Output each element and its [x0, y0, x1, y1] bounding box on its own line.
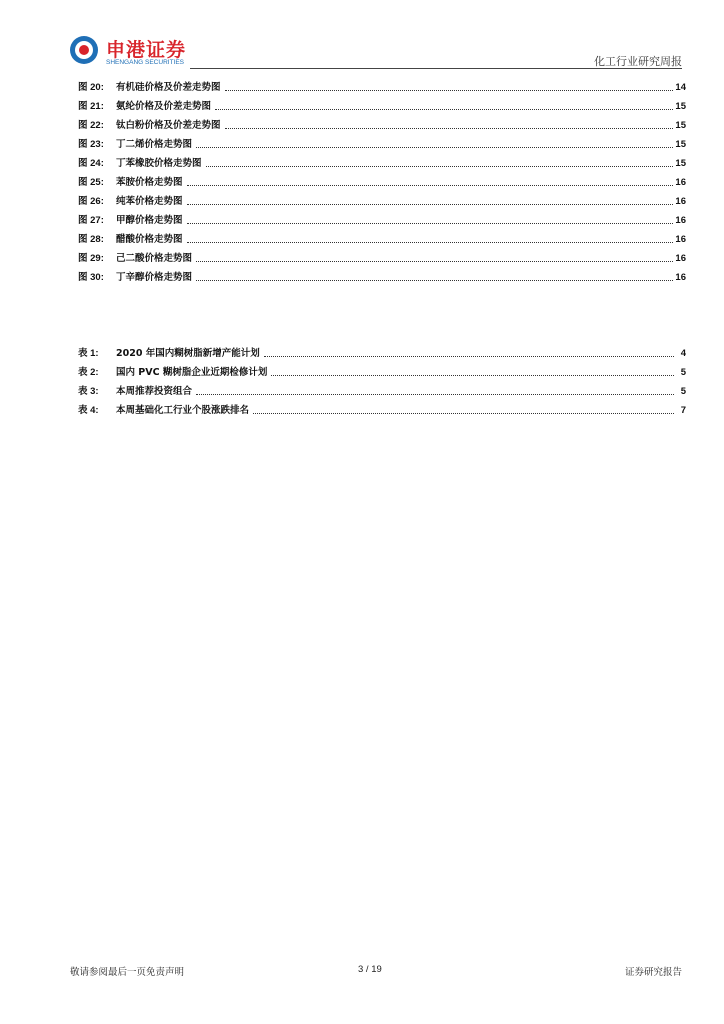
logo-name-cn: 申港证券 [106, 39, 187, 61]
entry-title: 本周基础化工行业个股涨跌排名 [116, 405, 250, 416]
entry-label: 图 21: [78, 101, 104, 112]
dot-leader [196, 394, 674, 395]
entry-label: 表 4: [78, 405, 99, 416]
document-type: 证券研究报告 [624, 967, 682, 978]
dot-leader [264, 356, 674, 357]
entry-page: 16 [675, 177, 686, 188]
toc-entry[interactable] [78, 360, 686, 379]
entry-title: 有机硅价格及价差走势图 [116, 82, 221, 93]
entry-label: 图 29: [78, 253, 104, 264]
entry-page: 7 [680, 405, 686, 416]
dot-leader [215, 109, 673, 110]
toc-entry[interactable] [78, 379, 686, 398]
entry-page: 16 [675, 196, 686, 207]
entry-label: 表 3: [78, 386, 99, 397]
entry-label: 图 20: [78, 82, 104, 93]
entry-title: 钛白粉价格及价差走势图 [116, 120, 221, 131]
entry-title: 2020 年国内糊树脂新增产能计划 [116, 348, 260, 359]
entry-title: 苯胺价格走势图 [116, 177, 183, 188]
toc-entry[interactable] [78, 151, 686, 170]
toc-entry[interactable] [78, 246, 686, 265]
dot-leader [253, 413, 674, 414]
entry-label: 图 23: [78, 139, 104, 150]
toc-entry[interactable] [78, 94, 686, 113]
entry-title: 丁苯橡胶价格走势图 [116, 158, 202, 169]
entry-page: 15 [675, 101, 686, 112]
company-logo [70, 34, 270, 70]
entry-page: 15 [675, 139, 686, 150]
logo-emblem-icon [70, 36, 98, 64]
entry-page: 16 [675, 215, 686, 226]
entry-title: 醋酸价格走势图 [116, 234, 183, 245]
page-footer [70, 964, 682, 978]
dot-leader [196, 261, 673, 262]
dot-leader [225, 128, 674, 129]
entry-title: 本周推荐投资组合 [116, 386, 193, 397]
toc-entry[interactable] [78, 227, 686, 246]
dot-leader [187, 242, 674, 243]
toc-entry[interactable] [78, 170, 686, 189]
entry-page: 16 [675, 253, 686, 264]
dot-leader [187, 223, 674, 224]
toc-entry[interactable] [78, 113, 686, 132]
toc-entry[interactable] [78, 208, 686, 227]
entry-label: 图 25: [78, 177, 104, 188]
entry-page: 5 [680, 386, 686, 397]
entry-title: 己二酸价格走势图 [116, 253, 193, 264]
entry-title: 国内 PVC 糊树脂企业近期检修计划 [116, 367, 268, 378]
report-category: 化工行业研究周报 [594, 55, 682, 68]
page-number: 3 / 19 [358, 964, 382, 975]
logo-name-en: SHENGANG SECURITIES [106, 59, 185, 66]
toc-entry[interactable] [78, 75, 686, 94]
figure-list [78, 75, 686, 284]
dot-leader [187, 185, 674, 186]
entry-label: 图 24: [78, 158, 104, 169]
dot-leader [196, 280, 673, 281]
toc-entry[interactable] [78, 341, 686, 360]
entry-label: 图 27: [78, 215, 104, 226]
entry-label: 图 28: [78, 234, 104, 245]
dot-leader [196, 147, 673, 148]
entry-page: 5 [680, 367, 686, 378]
dot-leader [206, 166, 674, 167]
entry-label: 图 22: [78, 120, 104, 131]
toc-entry[interactable] [78, 398, 686, 417]
entry-label: 表 1: [78, 348, 99, 359]
toc-entry[interactable] [78, 189, 686, 208]
entry-title: 丁辛醇价格走势图 [116, 272, 193, 283]
entry-page: 16 [675, 234, 686, 245]
entry-page: 15 [675, 120, 686, 131]
entry-label: 图 30: [78, 272, 104, 283]
entry-title: 纯苯价格走势图 [116, 196, 183, 207]
entry-page: 14 [675, 82, 686, 93]
toc-entry[interactable] [78, 265, 686, 284]
entry-title: 丁二烯价格走势图 [116, 139, 193, 150]
entry-page: 4 [680, 348, 686, 359]
disclaimer-note: 敬请参阅最后一页免责声明 [70, 967, 185, 978]
entry-page: 16 [675, 272, 686, 283]
entry-label: 表 2: [78, 367, 99, 378]
entry-title: 甲醇价格走势图 [116, 215, 183, 226]
dot-leader [271, 375, 674, 376]
table-list [78, 341, 686, 417]
header-divider [190, 68, 682, 69]
page-header [70, 34, 682, 70]
dot-leader [187, 204, 674, 205]
entry-page: 15 [675, 158, 686, 169]
dot-leader [225, 90, 674, 91]
toc-entry[interactable] [78, 132, 686, 151]
entry-label: 图 26: [78, 196, 104, 207]
entry-title: 氨纶价格及价差走势图 [116, 101, 212, 112]
